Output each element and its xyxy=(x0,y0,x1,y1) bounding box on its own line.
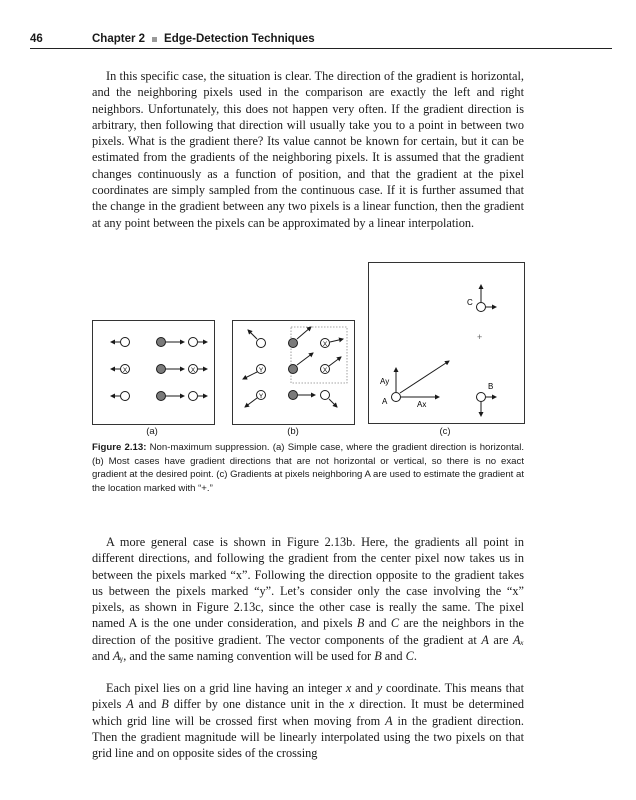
p3-var-b1: B xyxy=(161,697,169,712)
section-title: Edge-Detection Techniques xyxy=(164,33,315,45)
caption-text: Non-maximum suppression. (a) Simple case, where the gradient direction is horizontal. (b) Most cases have gradient directions that are not horizontal or vertical, so there is no exact gradient at the desired point. (c) Gradients at pixels neighboring A are used to estimate the gradient at the location marked with “+.” xyxy=(92,442,524,494)
sublabel-c: (c) xyxy=(439,426,451,437)
panel-b-drawing xyxy=(233,321,354,424)
p2-var-b2: B xyxy=(374,649,382,664)
p3-var-a1: A xyxy=(126,697,134,712)
label-ax: Ax xyxy=(417,400,427,409)
header-rule xyxy=(30,48,612,49)
p3-text-g: in the gradient direction. Then the gradient magnitude will be linearly interpolated using the two pixels on that grid line and on opposite sides of the crossing xyxy=(92,713,524,761)
paragraph-1: In this specific case, the situation is clear. The direction of the gradient is horizontal, and the neighboring pixels used in the comparison are exactly the left and right neighbors. Unfortunately, this does not happen very often. If the gradient direction is arbitrary, then following that direction will usually take you to a point in between two pixels. What is the gradient there? Its value cannot be known for certain, but it can be estimated from the gradients of the neighboring pixels. It is assumed that the gradient changes continuously as a function of position, and that the gradient at the pixel coordinates are simply sampled from the continuous case. If it is further assumed that the change in the gradient between any two pixels is a linear function, then the gradient at any point between the pixels can be approximated by a linear interpolation. xyxy=(92,69,524,230)
marker-x-right: X xyxy=(190,367,196,374)
p2-var-ay: Aᵧ xyxy=(112,649,124,664)
marker-x-left: X xyxy=(122,367,128,374)
plus-marker: + xyxy=(477,332,483,342)
marker-x-top: X xyxy=(322,341,328,348)
panel-c-drawing xyxy=(369,263,524,423)
figure-panel-c xyxy=(368,262,525,424)
figure-panel-a xyxy=(92,320,215,425)
caption-label: Figure 2.13: xyxy=(92,442,147,453)
p2-text-c: are the neighbors in the direction of the positive gradient. The vector components of the gradient at xyxy=(92,616,524,647)
p3-text-b: and xyxy=(351,681,377,695)
p2-var-a: A xyxy=(481,632,489,647)
marker-y-bottom: Y xyxy=(258,393,264,400)
p2-text-g: and xyxy=(381,649,406,664)
chapter-label: Chapter 2 xyxy=(92,33,146,45)
label-c: C xyxy=(467,298,473,307)
p3-var-a2: A xyxy=(385,713,393,728)
running-header xyxy=(30,30,612,48)
marker-y-mid: Y xyxy=(258,367,264,374)
sublabel-a: (a) xyxy=(146,426,158,437)
p3-var-y1: y xyxy=(376,681,383,695)
page-number: 46 xyxy=(30,33,43,45)
label-ay: Ay xyxy=(380,377,390,386)
p2-text-d: are xyxy=(488,632,513,647)
p2-var-b: B xyxy=(356,616,365,631)
paragraph-2 xyxy=(92,534,524,664)
p3-text-e: differ by one distance unit in the xyxy=(168,697,349,712)
p2-var-c: C xyxy=(390,616,400,631)
paragraph-3 xyxy=(92,680,524,761)
p2-var-c2: C xyxy=(405,649,414,664)
p2-var-ax: Aₓ xyxy=(512,632,524,647)
panel-a-drawing xyxy=(93,321,214,424)
p2-text-e: and xyxy=(92,649,113,664)
p3-var-x2: x xyxy=(349,697,355,712)
p3-text-c: coordinate. This means that pixels xyxy=(92,681,525,712)
figure-panel-b xyxy=(232,320,355,425)
header-separator xyxy=(152,37,157,42)
sublabel-b: (b) xyxy=(287,426,299,437)
p2-text-f: , and the same naming convention will be used for xyxy=(123,649,375,664)
p3-text-a: Each pixel lies on a grid line having an integer xyxy=(106,681,346,695)
p3-text-d: and xyxy=(133,697,162,712)
p2-text-b: and xyxy=(364,616,391,631)
marker-x-mid: X xyxy=(322,367,328,374)
label-a: A xyxy=(382,397,388,406)
figure-caption xyxy=(92,441,524,495)
p2-text-a: A more general case is shown in Figure 2.13b. Here, the gradients all point in different directions, and following the gradient from the center pixel now takes us in between the pixels marked “x”. Following the direction opposite to the gradient takes us between the pixels marked “y”. Let’s consider only the case involving the “x” pixels, as shown in Figure 2.13c, since the other case is really the same. The pixel named A is the one under consideration, and pixels xyxy=(92,535,524,631)
p2-text-h: . xyxy=(413,649,417,664)
p3-var-x1: x xyxy=(345,681,352,695)
p3-text-f: direction. It must be determined which grid line will be crossed first when moving from xyxy=(92,697,524,728)
label-b: B xyxy=(488,382,494,391)
